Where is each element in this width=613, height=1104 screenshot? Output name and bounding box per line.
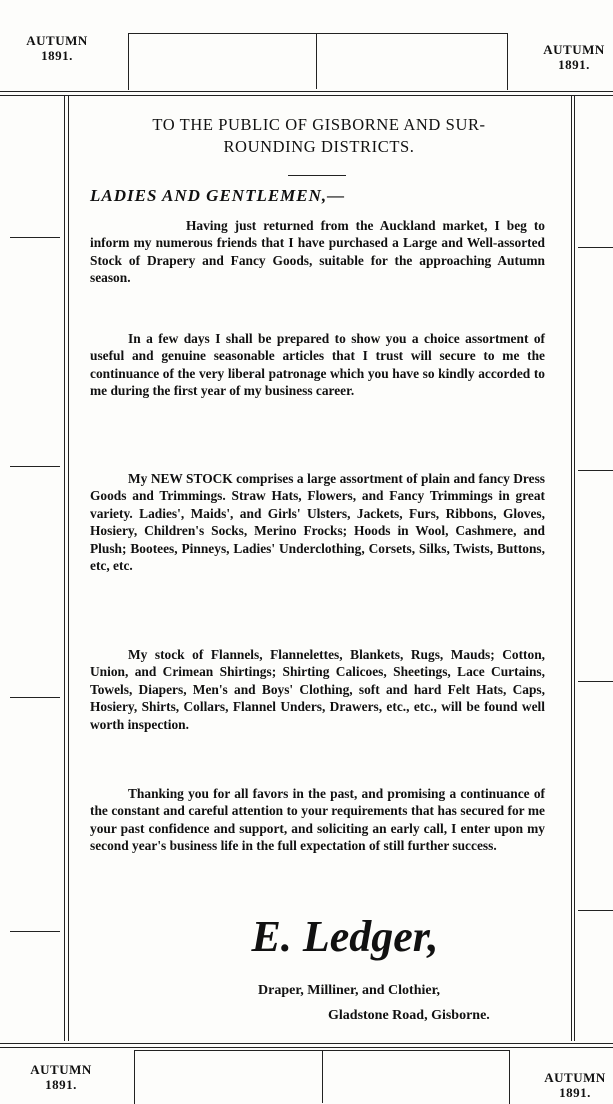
right-tick — [578, 247, 613, 248]
left-tick — [10, 237, 60, 238]
top-box — [128, 33, 508, 90]
trade-line: Draper, Milliner, and Clothier, — [258, 983, 441, 998]
left-tick — [10, 931, 60, 932]
corner-label-top-left: AUTUMN 1891. — [26, 33, 88, 63]
left-tick — [10, 466, 60, 467]
bottom-rule — [0, 1043, 613, 1044]
right-column-rule — [574, 96, 575, 1041]
address-line: Gladstone Road, Gisborne. — [328, 1008, 490, 1023]
corner-label-bottom-right: AUTUMN 1891. — [544, 1070, 606, 1100]
paragraph-4: My stock of Flannels, Flannelettes, Blankets, Rugs, Mauds; Cotton, Union, and Crimean Shirtings; Shirting Calicoes, Sheetings, Lace Curtains, Towels, Diapers, Men's and Boys' Clothing, soft and hard Felt Hats, Caps, Hosiery, Shirts, Collars, Flannel Unders, Drawers, etc., etc., will be found well worth inspection. — [90, 647, 545, 732]
paragraph-5: Thanking you for all favors in the past, and promising a continuance of the constant and careful attention to your requirements that has secured for me your past confidence and support, and soliciting an early call, I enter upon my second year's business life in the full expectation of still further success. — [90, 786, 545, 854]
salutation: LADIES AND GENTLEMEN,— — [90, 186, 346, 205]
paragraph-1: Having just returned from the Auckland market, I beg to inform my numerous friends that I have purchased a Large and Well-assorted Stock of Drapery and Fancy Goods, suitable for the approaching Autumn season. — [90, 218, 545, 286]
left-column-rule — [64, 96, 65, 1041]
heading-divider — [288, 175, 346, 176]
signature: E. Ledger, — [251, 912, 439, 961]
right-tick — [578, 681, 613, 682]
corner-label-bottom-left: AUTUMN 1891. — [30, 1062, 92, 1092]
advert-heading: TO THE PUBLIC OF GISBORNE AND SUR- ROUNDING DISTRICTS. — [152, 115, 486, 156]
right-tick — [578, 470, 613, 471]
paragraph-3: My NEW STOCK comprises a large assortment of plain and fancy Dress Goods and Trimmings. Straw Hats, Flowers, and Fancy Trimmings in great variety. Ladies', Maids', and Girls' Ulsters, Jackets, Furs, Ribbons, Gloves, Hosiery, Children's Socks, Merino Frocks; Hoods in Wool, Cashmere, and Plush; Bootees, Pinneys, Ladies' Underclothing, Corsets, Silks, Twists, Buttons, etc, etc. — [90, 471, 545, 574]
top-rule — [0, 91, 613, 92]
top-box-divider — [316, 33, 317, 89]
right-tick — [578, 910, 613, 911]
left-tick — [10, 697, 60, 698]
bottom-box-divider — [322, 1050, 323, 1103]
corner-label-top-right: AUTUMN 1891. — [543, 42, 605, 72]
paragraph-2: In a few days I shall be prepared to show you a choice assortment of useful and genuine seasonable articles that I trust will secure to me the continuance of the very liberal patronage which you have so kindly accorded to me during the first year of my business career. — [90, 331, 545, 399]
bottom-rule-thin — [0, 1047, 613, 1048]
